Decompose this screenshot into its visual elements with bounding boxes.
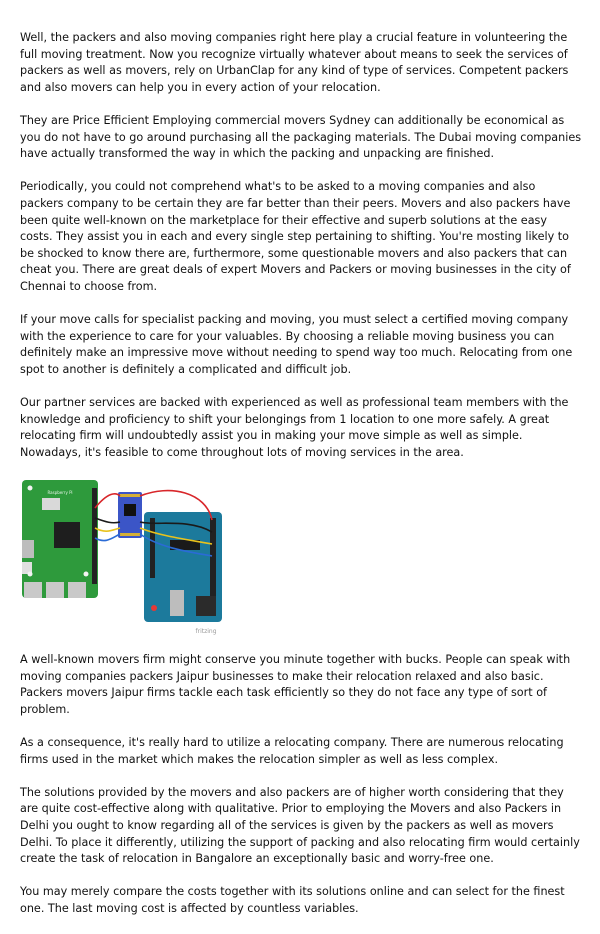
paragraph-6: A well-known movers firm might conserve you minute together with bucks. People can speak with moving companies packers Jaipur businesses to make their relocation relaxed and also basic. Packers movers Jaipur firms tackle each task efficiently so they do not face any type of sort of problem. bbox=[20, 653, 571, 716]
paragraph-5: Our partner services are backed with experienced as well as professional team members with the knowledge and proficiency to shift your belongings from 1 location to one more safely. A great relocating firm will undoubtedly assist you in making your move simple as well as simple. Nowadays, it's feasible to come throughout lots of moving services in the area. bbox=[20, 396, 569, 459]
paragraph-9: You may merely compare the costs together with its solutions online and can select for the finest one. The last moving cost is affected by countless variables. bbox=[20, 885, 565, 915]
paragraph-8: The solutions provided by the movers and also packers are of higher worth considering that they are quite cost-effective along with qualitative. Prior to employing the Movers and also Packers in Delhi you ought to know regarding all of the services is given by the packers as well as movers Delhi. To place it differently, utilizing the support of packing and also relocating firm would certainly create the task of relocation in Bangalore an exceptionally basic and worry-free one. bbox=[20, 785, 580, 866]
paragraph-2: They are Price Efficient Employing commercial movers Sydney can additionally be economical as you do not have to go around purchasing all the packaging materials. The Dubai moving companies have actually transformed the way in which the packing and unpacking are finished. bbox=[20, 113, 582, 161]
sensor-breakout-board bbox=[118, 492, 142, 538]
wiring-diagram-image bbox=[20, 478, 232, 636]
fritzing-watermark: fritzing bbox=[195, 628, 217, 636]
paragraph-3: Periodically, you could not comprehend what's to be asked to a moving companies and also packers company to be certain they are far better than their peers. Movers and also packers have been quite well-known on the marketplace for their effective and superb solutions at the easy costs. They assist you in each and every single step pertaining to shifting. You're mosting likely to be shocked to know there are, furthermore, some questionable movers and also packers that can cheat you. There are great deals of expert Movers and Packers or moving businesses in the city of Chennai to choose from. bbox=[20, 180, 571, 293]
raspberry-pi-board bbox=[22, 480, 98, 598]
raspberry-pi-label: Raspberry Pi bbox=[47, 490, 73, 496]
paragraph-7: As a consequence, it's really hard to utilize a relocating company. There are numerous relocating firms used in the market which makes the relocation simpler as well as less complex. bbox=[20, 736, 564, 766]
article-body bbox=[20, 30, 582, 934]
arduino-board bbox=[144, 512, 222, 622]
paragraph-1: Well, the packers and also moving companies right here play a crucial feature in volunteering the full moving treatment. Now you recognize virtually whatever about means to seek the services of packers as well as movers, rely on UrbanClap for any kind of type of services. Competent packers and also movers can help you in every action of your relocation. bbox=[20, 31, 569, 94]
paragraph-4: If your move calls for specialist packing and moving, you must select a certified moving company with the experience to care for your valuables. By choosing a reliable moving business you can definitely make an impressive move without needing to spend way too much. Relocating from one spot to another is definitely a complicated and difficult job. bbox=[20, 313, 573, 376]
